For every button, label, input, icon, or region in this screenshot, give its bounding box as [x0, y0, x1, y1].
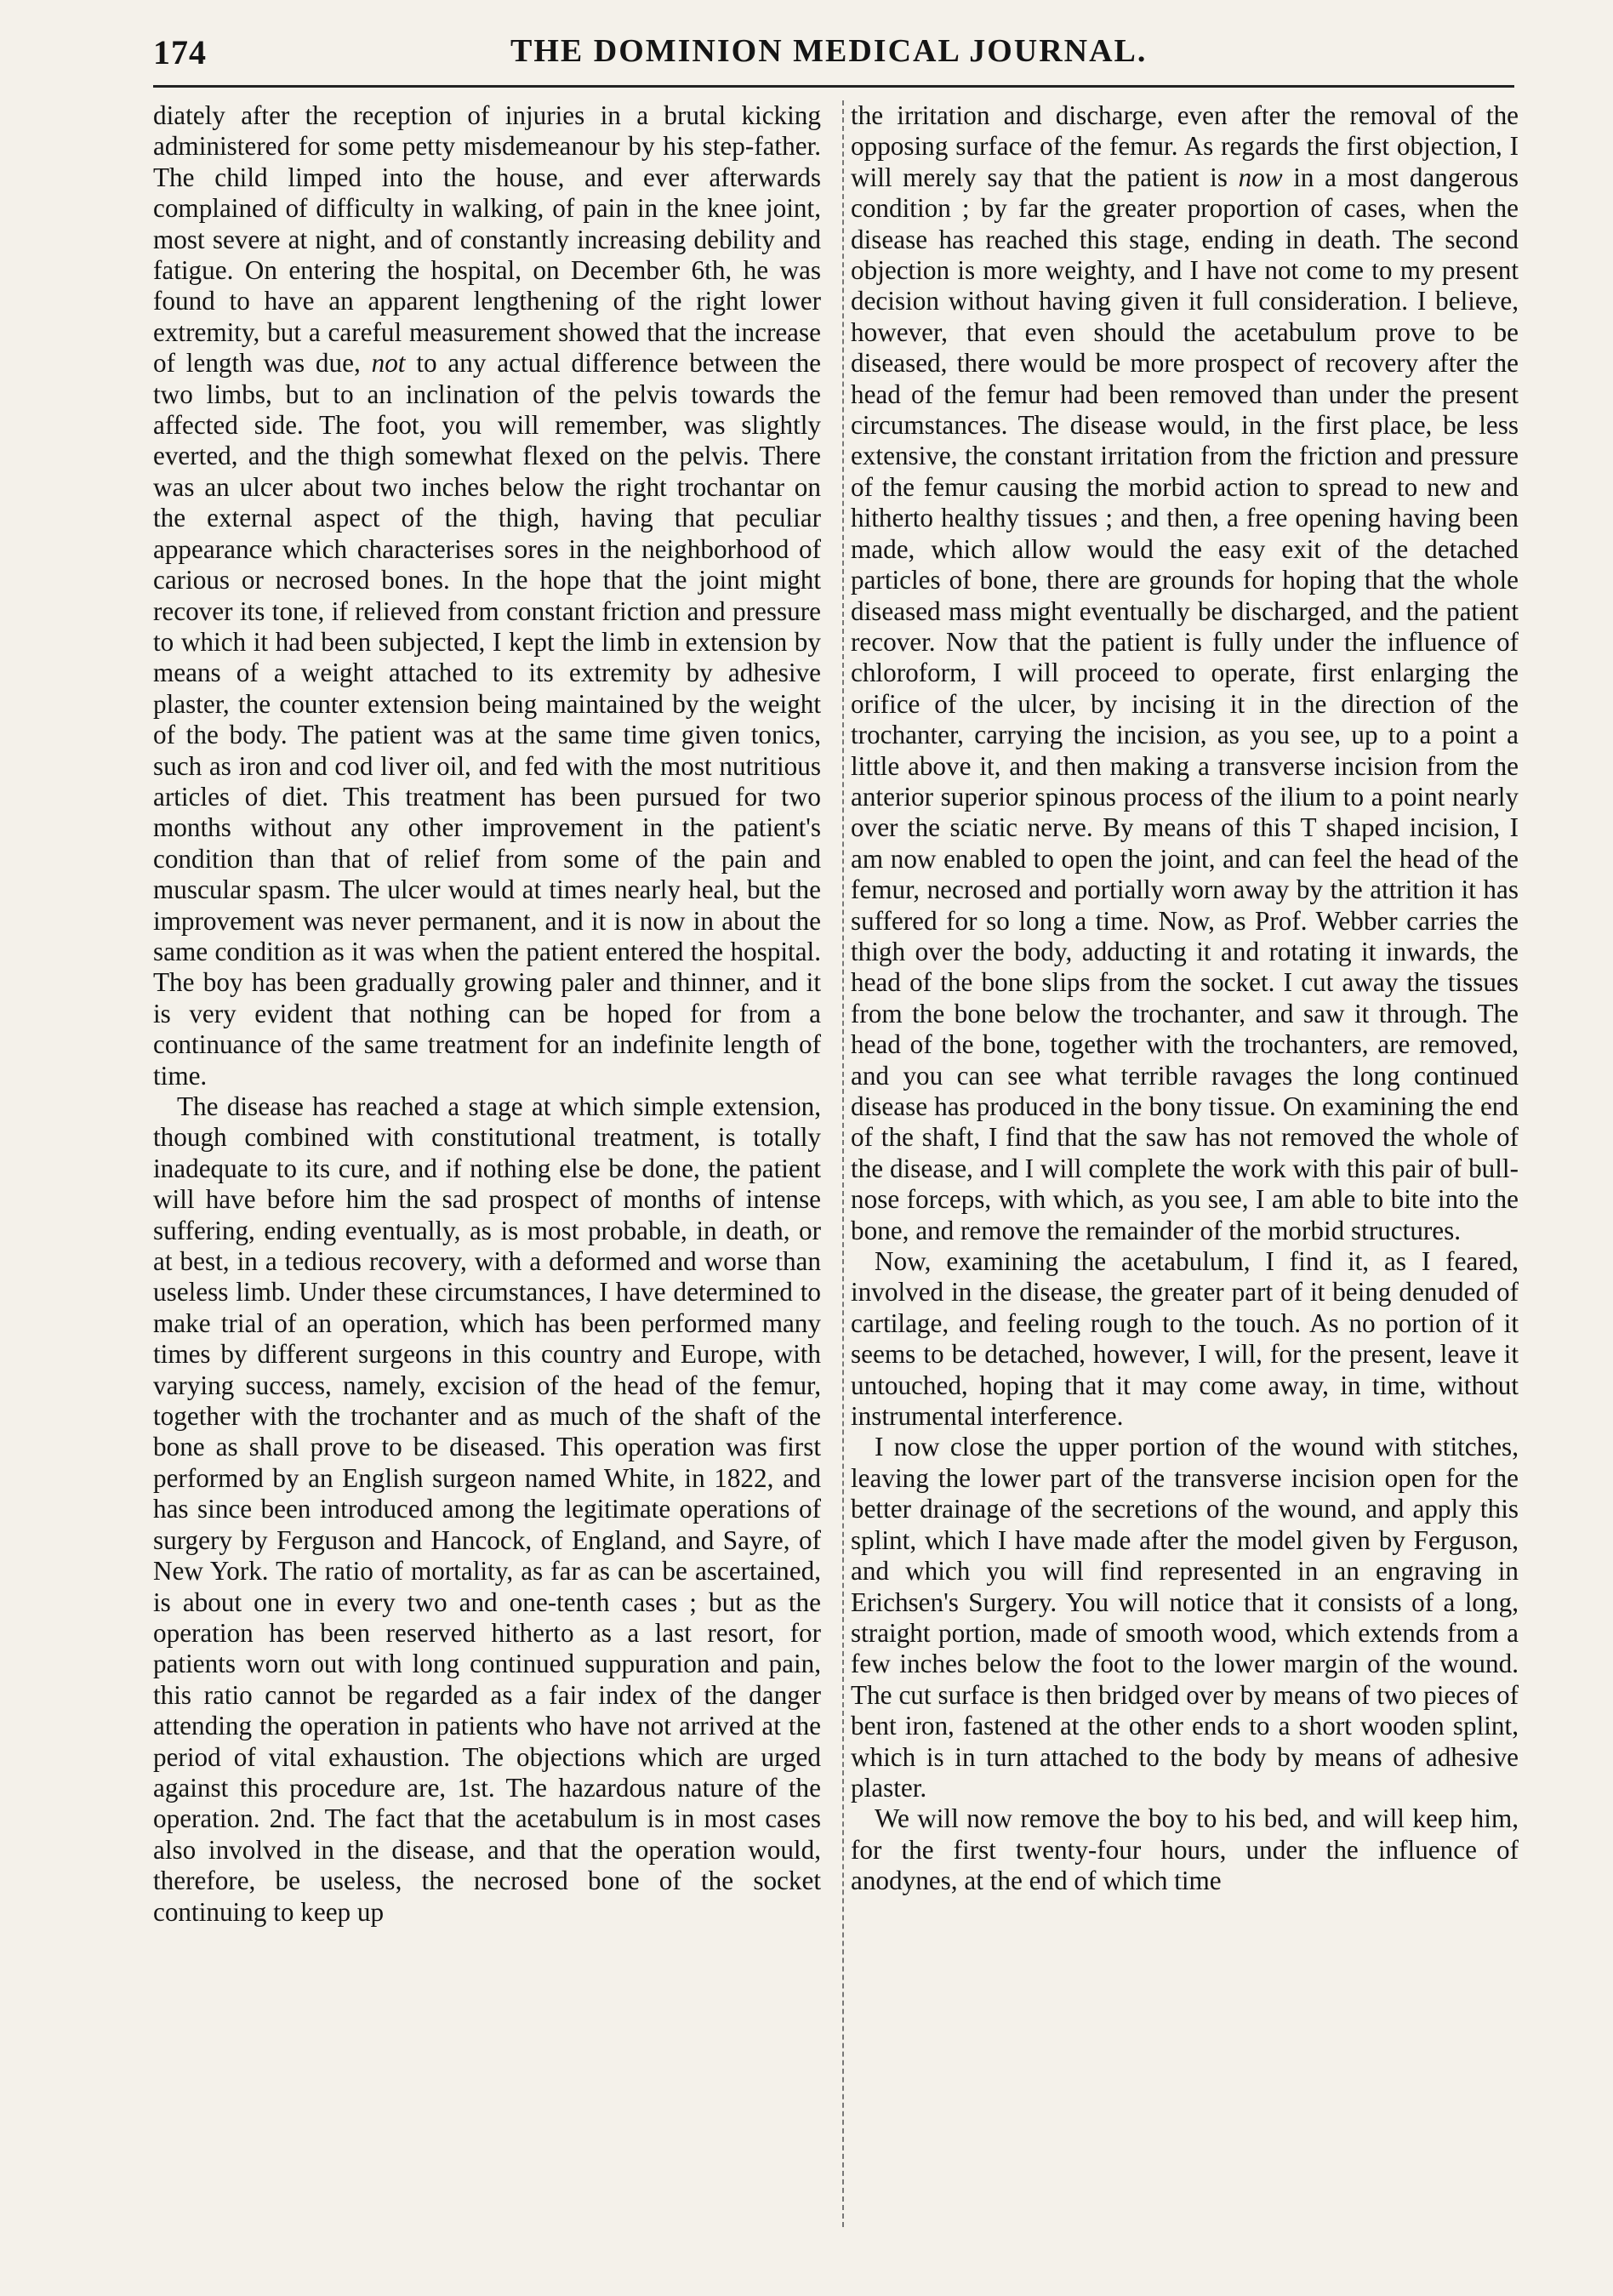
left-p1-text-b: to any actual difference between the two limbs, but to an inclination of the pelvis towards the affected side. The foot, you will remember, was slightly everted, and the thigh somewhat flexed on the pelvis. There was an ulcer about two inches below the right trochantar on the external aspect of the thigh, having that peculiar appearance which characterises sores in the neighborhood of carious or necrosed bones. In the hope that the joint might recover its tone, if relieved from constant friction and pressure to which it had been subjected, I kept the limb in extension by means of a weight attached to its extremity by adhesive plaster, the counter extension being maintained by the weight of the body. The patient was at the same time given tonics, such as iron and cod liver oil, and fed with the most nutritious articles of diet. This treatment has been pursued for two months without any other improvement in the patient's condition than that of relief from some of the pain and muscular spasm. The ulcer would at times nearly heal, but the improvement was never permanent, and it is now in about the same condition as it was when the patient entered the hospital. The boy has been gradually growing paler and thinner, and it is very evident that nothing can be hoped for from a continuance of the same treatment for an indefinite length of time. — [153, 348, 821, 1091]
column-divider — [842, 100, 844, 2227]
header-rule — [153, 85, 1514, 88]
left-column — [153, 100, 821, 2244]
right-p1-text-a: the irritation and discharge, even after the removal of the opposing surface of the femur. As regards the first objection, I will merely say that the patient is — [851, 100, 1519, 192]
left-p1-text-a: diately after the reception of injuries in a brutal kicking administered for some petty misdemeanour by his step-father. The child limped into the house, and ever afterwards complained of difficulty in walking, of pain in the knee joint, most severe at night, and of constantly increasing debility and fatigue. On entering the hospital, on December 6th, he was found to have an apparent lengthening of the right lower extremity, but a careful measurement showed that the increase of length was due, — [153, 100, 821, 379]
page-number: 174 — [153, 33, 207, 71]
right-paragraph-4: We will now remove the boy to his bed, and will keep him, for the first twenty-four hours, under the influence of anodynes, at the end of which time — [851, 1803, 1519, 1896]
left-p1-emphasis: not — [371, 348, 406, 379]
right-p1-emphasis: now — [1238, 162, 1283, 192]
right-paragraph-3: I now close the upper portion of the wound with stitches, leaving the lower part of the transverse incision open for the better drainage of the secretions of the wound, and apply this splint, which I have made after the model given by Ferguson, and which you will find represented in an engraving in Erichsen's Surgery. You will notice that it consists of a long, straight portion, made of smooth wood, which extends from a few inches below the foot to the lower margin of the wound. The cut surface is then bridged over by means of two pieces of bent iron, fastened at the other ends to a short wooden splint, which is in turn attached to the body by means of adhesive plaster. — [851, 1432, 1519, 1803]
page-header — [153, 32, 1514, 83]
right-paragraph-2: Now, examining the acetabulum, I find it, as I feared, involved in the disease, the greater part of it being denuded of cartilage, and feeling rough to the touch. As no portion of it seems to be detached, however, I will, for the present, leave it untouched, hoping that it may come away, in time, without instrumental interference. — [851, 1246, 1519, 1432]
right-column — [851, 100, 1519, 2244]
right-p1-text-b: in a most dangerous condition ; by far the greater proportion of cases, when the disease has reached this stage, ending in death. The second objection is more weighty, and I have not come to my present decision without having given it full consideration. I believe, however, that even should the acetabulum prove to be diseased, there would be more prospect of recovery after the head of the femur had been removed than under the present circumstances. The disease would, in the first place, be less extensive, the constant irritation from the friction and pressure of the femur causing the morbid action to spread to new and hitherto healthy tissues ; and then, a free opening having been made, which allow would the easy exit of the detached particles of bone, there are grounds for hoping that the whole diseased mass might eventually be discharged, and the patient recover. Now that the patient is fully under the influence of chloroform, I will proceed to operate, first enlarging the orifice of the ulcer, by incising it in the direction of the trochanter, carrying the incision, as you see, up to a point a little above it, and then making a transverse incision from the anterior superior spinous process of the ilium to a point nearly over the sciatic nerve. By means of this T shaped incision, I am now enabled to open the joint, and can feel the head of the femur, necrosed and portially worn away by the attrition it has suffered for so long a time. Now, as Prof. Webber carries the thigh over the body, adducting it and rotating it inwards, the head of the bone slips from the socket. I cut away the tissues from the bone below the trochanter, and saw it through. The head of the bone, together with the trochanters, are removed, and you can see what terrible ravages the long continued disease has produced in the bony tissue. On examining the end of the shaft, I find that the saw has not removed the whole of the disease, and I will complete the work with this pair of bull-nose forceps, with which, as you see, I am able to bite into the bone, and remove the remainder of the morbid structures. — [851, 162, 1519, 1245]
left-paragraph-2: The disease has reached a stage at which simple extension, though combined with constitutional treatment, is totally inadequate to its cure, and if nothing else be done, the patient will have before him the sad prospect of months of intense suffering, ending eventually, as is most probable, in death, or at best, in a tedious recovery, with a deformed and worse than useless limb. Under these circumstances, I have determined to make trial of an operation, which has been performed many times by different surgeons in this country and Europe, with varying success, namely, excision of the head of the femur, together with the trochanter and as much of the shaft of the bone as shall prove to be diseased. This operation was first performed by an English surgeon named White, in 1822, and has since been introduced among the legitimate operations of surgery by Ferguson and Hancock, of England, and Sayre, of New York. The ratio of mortality, as far as can be ascertained, is about one in every two and one-tenth cases ; but as the operation has been reserved hitherto as a last resort, for patients worn out with long continued suppuration and pain, this ratio cannot be regarded as a fair index of the danger attending the operation in patients who have not arrived at the period of vital exhaustion. The objections which are urged against this procedure are, 1st. The hazardous nature of the operation. 2nd. The fact that the acetabulum is in most cases also involved in the disease, and that the operation would, therefore, be useless, the necrosed bone of the socket continuing to keep up — [153, 1091, 821, 1927]
running-head: THE DOMINION MEDICAL JOURNAL. — [510, 33, 1148, 69]
right-paragraph-1 — [851, 100, 1519, 1246]
left-paragraph-1 — [153, 100, 821, 1091]
